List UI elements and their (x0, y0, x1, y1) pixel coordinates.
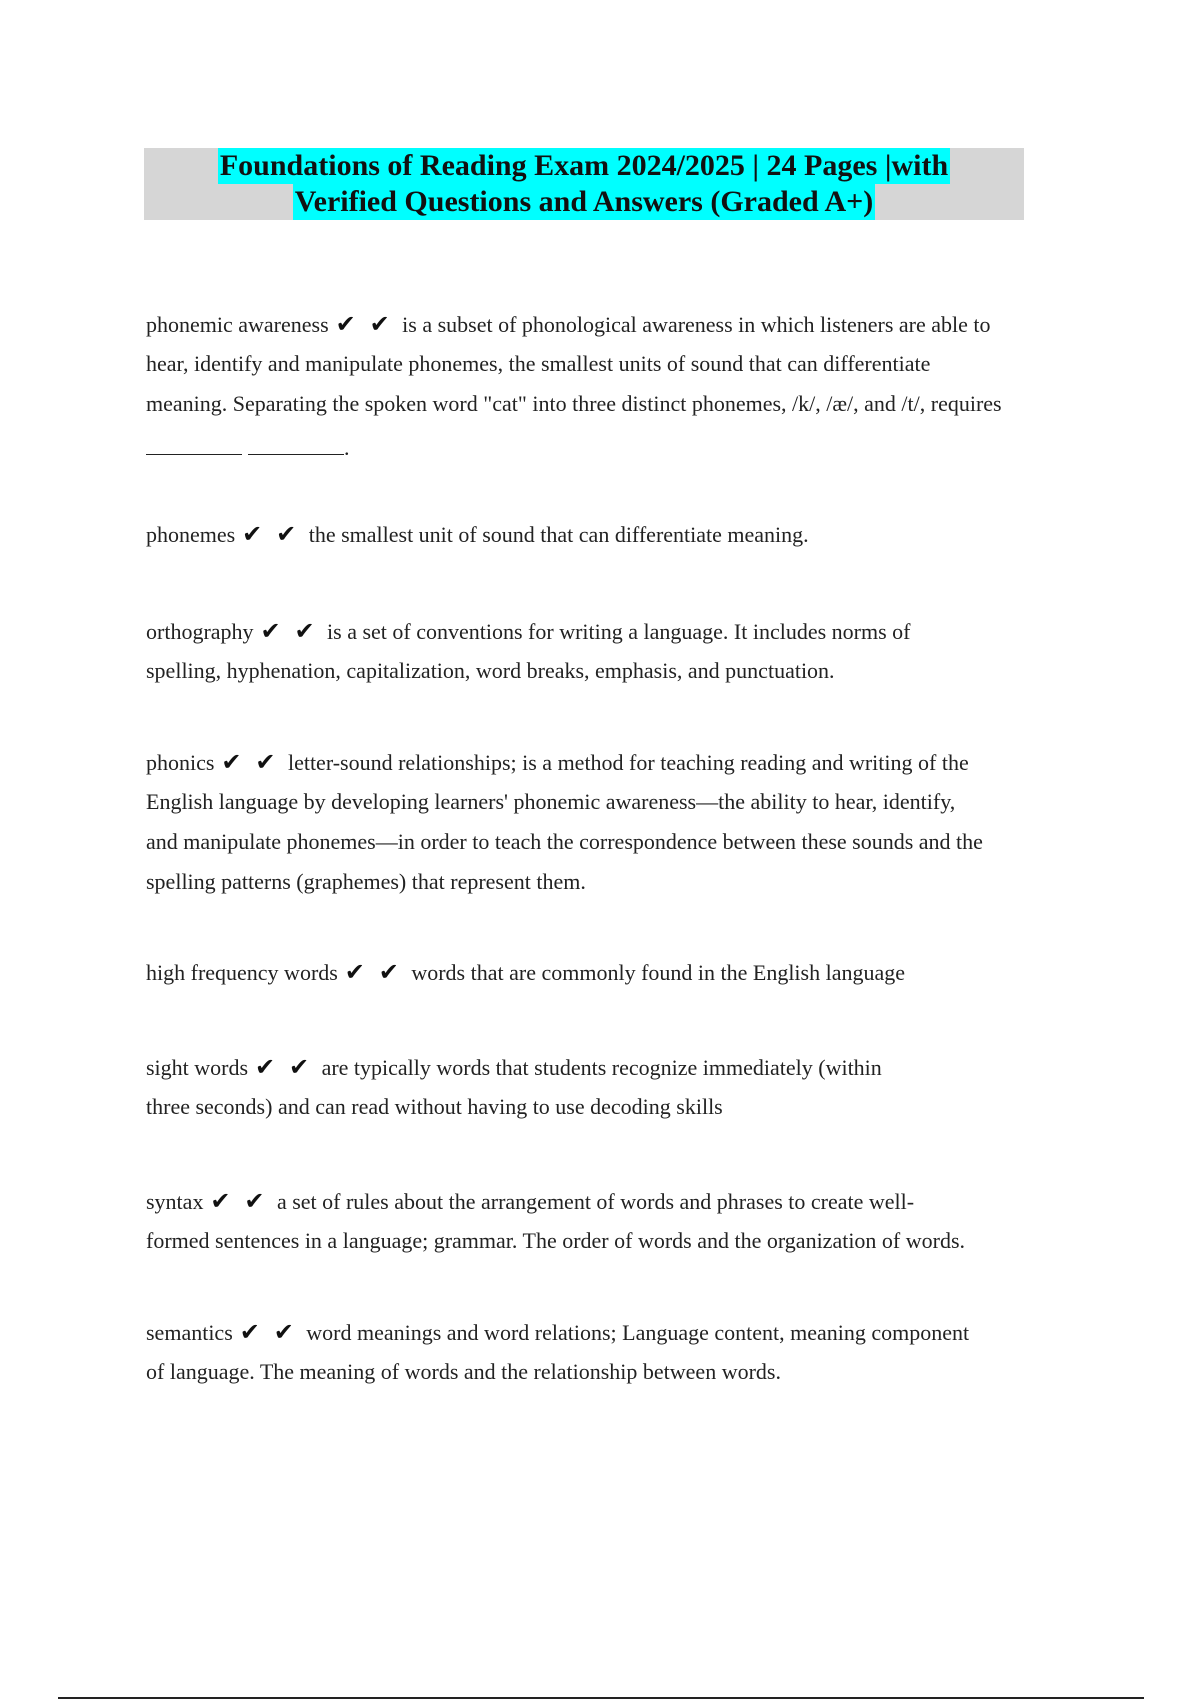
definition-line: hear, identify and manipulate phonemes, the smallest units of sound that can differentiate (146, 351, 931, 376)
definition-line: formed sentences in a language; grammar. The order of words and the organization of words. (146, 1228, 966, 1253)
term-label: phonemic awareness (146, 312, 329, 337)
definition-entry (146, 304, 1096, 464)
term-label: high frequency words (146, 960, 338, 985)
document-title (144, 148, 1024, 220)
definition-line (146, 304, 1096, 344)
term-label: orthography (146, 619, 254, 644)
check-icon: ✔ (239, 1318, 260, 1346)
definition-text: letter-sound relationships; is a method for teaching reading and writing of the (287, 750, 969, 775)
definition-line (146, 611, 1096, 651)
definition-line (146, 1047, 1096, 1087)
definition-line (146, 1181, 1096, 1221)
definition-line: and manipulate phonemes—in order to teach the correspondence between these sounds and the (146, 829, 983, 854)
definition-line: spelling, hyphenation, capitalization, word breaks, emphasis, and punctuation. (146, 658, 835, 683)
definition-entry (146, 1047, 1096, 1127)
check-icon: ✔ (289, 1053, 310, 1081)
check-icon: ✔ (335, 310, 356, 338)
check-icon: ✔ (276, 520, 297, 548)
check-icon: ✔ (344, 958, 365, 986)
definition-text: is a subset of phonological awareness in which listeners are able to (402, 312, 991, 337)
check-icon: ✔ (242, 520, 263, 548)
definition-text: is a set of conventions for writing a language. It includes norms of (327, 619, 911, 644)
check-icon: ✔ (255, 748, 276, 776)
check-icon: ✔ (255, 1053, 276, 1081)
definition-line: meaning. Separating the spoken word "cat" into three distinct phonemes, /k/, /æ/, and /t/, requires (146, 391, 1002, 416)
definition-text: word meanings and word relations; Language content, meaning component (306, 1320, 970, 1345)
term-label: phonemes (146, 522, 236, 547)
definition-line: three seconds) and can read without having to use decoding skills (146, 1094, 723, 1119)
definition-line (146, 742, 1096, 782)
definition-text: are typically words that students recognize immediately (within (321, 1055, 882, 1080)
title-line-2: Verified Questions and Answers (Graded A+) (294, 185, 874, 218)
term-label: semantics (146, 1320, 233, 1345)
check-icon: ✔ (369, 310, 390, 338)
check-icon: ✔ (210, 1187, 231, 1215)
definition-entry (146, 611, 1096, 691)
footer-divider (58, 1697, 1144, 1699)
title-line-1: Foundations of Reading Exam 2024/2025 | 24 Pages |with (219, 149, 949, 182)
fill-in-blank (248, 424, 344, 455)
definition-text: a set of rules about the arrangement of words and phrases to create well- (276, 1189, 915, 1214)
blank-period: . (344, 435, 350, 460)
definition-line: of language. The meaning of words and the relationship between words. (146, 1359, 781, 1384)
check-icon: ✔ (378, 958, 399, 986)
definition-entry (146, 952, 1096, 992)
check-icon: ✔ (273, 1318, 294, 1346)
check-icon: ✔ (221, 748, 242, 776)
check-icon: ✔ (244, 1187, 265, 1215)
fill-in-blank (146, 424, 242, 455)
definition-line: English language by developing learners' phonemic awareness—the ability to hear, identify, (146, 789, 956, 814)
check-icon: ✔ (294, 617, 315, 645)
definition-entry (146, 742, 1096, 902)
term-label: sight words (146, 1055, 249, 1080)
term-label: syntax (146, 1189, 204, 1214)
definition-text: words that are commonly found in the English language (411, 960, 906, 985)
definition-entry (146, 514, 1096, 554)
definition-line (146, 514, 1096, 554)
definition-line (146, 1312, 1096, 1352)
definition-entry (146, 1312, 1096, 1392)
definition-entry (146, 1181, 1096, 1261)
definition-line (146, 952, 1096, 992)
definition-line: spelling patterns (graphemes) that represent them. (146, 869, 586, 894)
definition-line (146, 424, 1096, 464)
definition-text: the smallest unit of sound that can differentiate meaning. (308, 522, 809, 547)
check-icon: ✔ (260, 617, 281, 645)
term-label: phonics (146, 750, 215, 775)
